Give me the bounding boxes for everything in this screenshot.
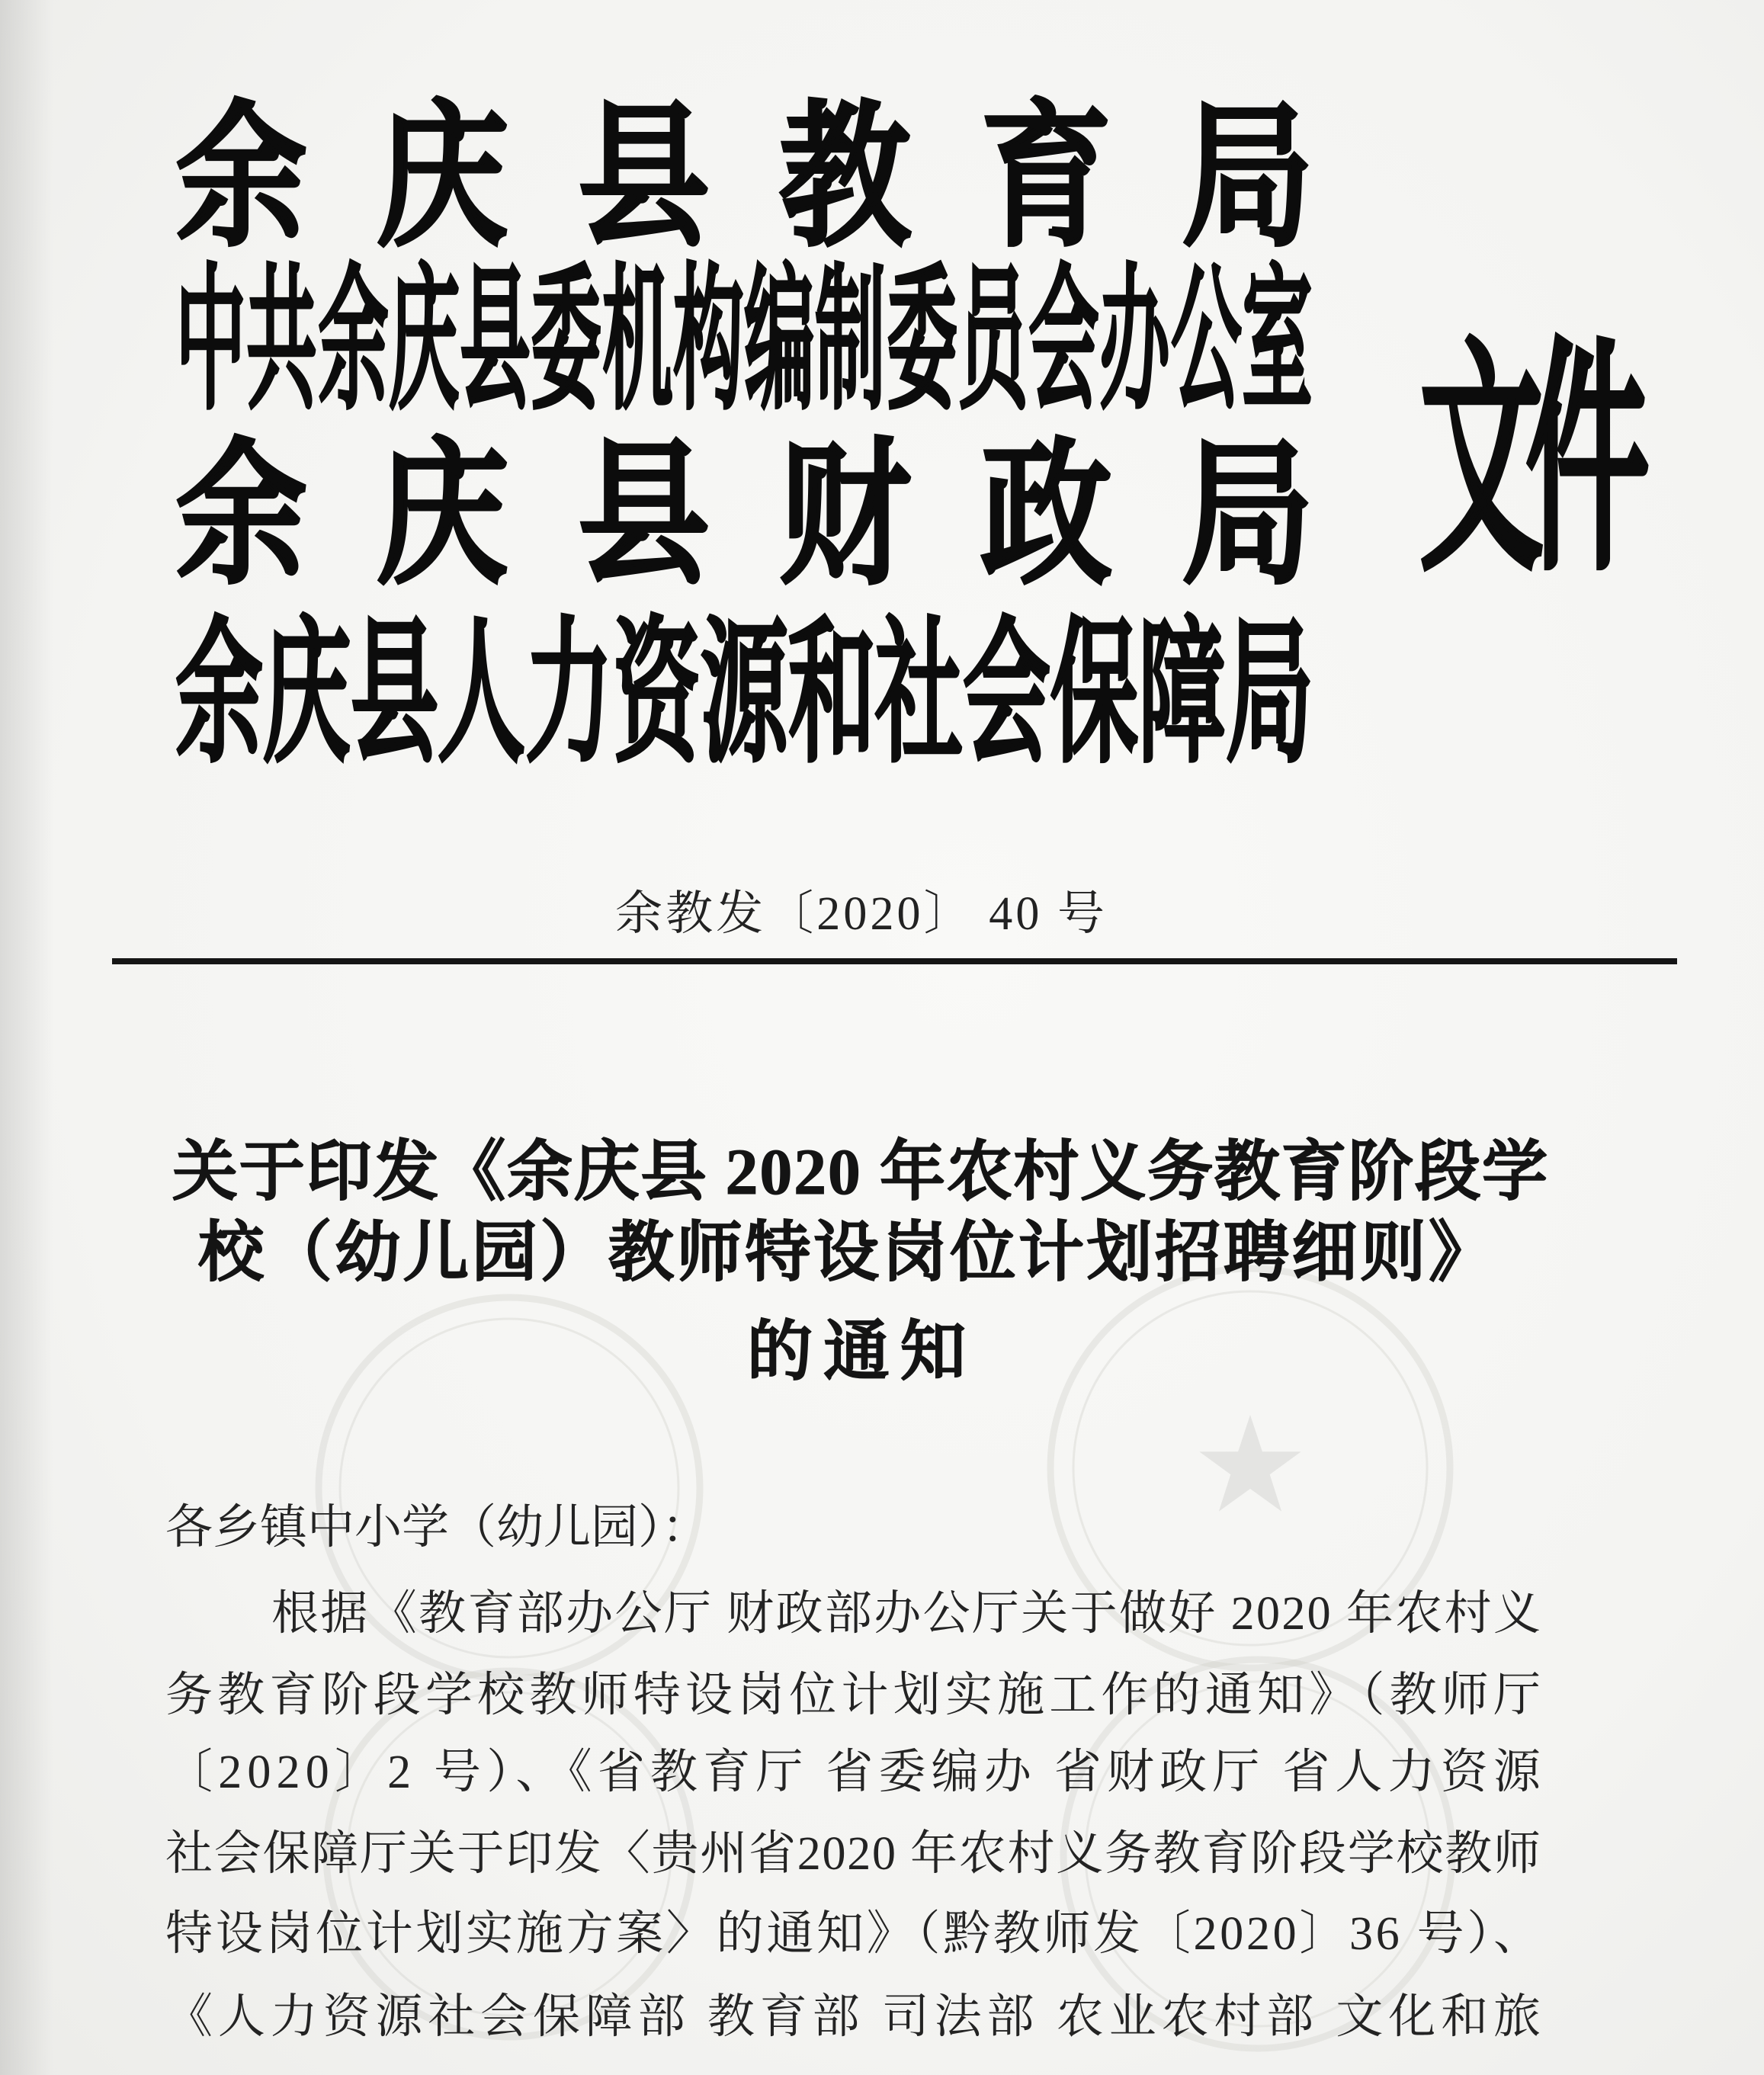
heading-glyph: 局: [1181, 92, 1313, 265]
document-label: [1419, 326, 1650, 600]
title-line: 的通知: [747, 1315, 977, 1388]
heading-glyph: 构: [673, 255, 744, 428]
heading-glyph: 公: [1170, 255, 1242, 428]
heading-glyph: 室: [1242, 255, 1313, 428]
heading-glyph: 件: [1525, 326, 1650, 600]
heading-glyph: 制: [815, 255, 886, 428]
issuer-line-education-bureau: [175, 92, 1313, 265]
heading-glyph: 局: [1181, 430, 1313, 603]
body-line: 根据《教育部办公厅 财政部办公厅关于做好 2020 年农村义: [271, 1588, 1543, 1640]
heading-glyph: 保: [1050, 608, 1138, 781]
heading-glyph: 力: [525, 608, 614, 781]
heading-glyph: 庆: [262, 608, 351, 781]
body-line: 《人力资源社会保障部 教育部 司法部 农业农村部 文化和旅: [165, 1991, 1546, 2043]
issuer-line-finance-bureau: [175, 430, 1313, 603]
heading-glyph: 中: [175, 255, 246, 428]
heading-glyph: 庆: [376, 430, 508, 603]
heading-glyph: 余: [175, 430, 307, 603]
title-line: 校（幼儿园）教师特设岗位计划招聘细则》: [198, 1216, 1497, 1289]
heading-glyph: 育: [980, 92, 1112, 265]
heading-glyph: 余: [175, 92, 307, 265]
title-line: 关于印发《余庆县 2020 年农村义务教育阶段学: [172, 1135, 1549, 1208]
heading-glyph: 源: [700, 608, 788, 781]
heading-glyph: 局: [1225, 608, 1313, 781]
heading-glyph: 县: [577, 430, 710, 603]
heading-glyph: 教: [778, 92, 911, 265]
heading-glyph: 县: [350, 608, 438, 781]
heading-glyph: 会: [963, 608, 1051, 781]
issuer-line-hr-bureau: [175, 608, 1313, 781]
document-number: 余教发〔2020〕 40 号: [615, 888, 1108, 940]
heading-glyph: 委: [886, 255, 957, 428]
heading-glyph: 和: [787, 608, 876, 781]
heading-glyph: 编: [744, 255, 815, 428]
heading-glyph: 县: [577, 92, 710, 265]
issuer-line-staffing-office: [175, 255, 1313, 428]
salutation: 各乡镇中小学（幼儿园）：: [165, 1502, 710, 1554]
heading-glyph: 人: [438, 608, 526, 781]
body-line: 务教育阶段学校教师特设岗位计划实施工作的通知》（教师厅: [165, 1669, 1546, 1721]
heading-glyph: 余: [175, 608, 263, 781]
body-line: 社会保障厅关于印发〈贵州省2020 年农村义务教育阶段学校教师: [165, 1828, 1542, 1880]
heading-glyph: 障: [1137, 608, 1226, 781]
heading-glyph: 政: [980, 430, 1112, 603]
heading-glyph: 员: [957, 255, 1028, 428]
ghost-seal-star: [1199, 1415, 1301, 1512]
heading-glyph: 社: [875, 608, 964, 781]
heading-glyph: 委: [531, 255, 601, 428]
heading-glyph: 余: [317, 255, 389, 428]
heading-glyph: 共: [246, 255, 317, 428]
heading-glyph: 文: [1419, 326, 1544, 600]
heading-glyph: 庆: [389, 255, 460, 428]
body-line: 〔2020〕2 号）、《省教育厅 省委编办 省财政厅 省人力资源: [165, 1746, 1547, 1798]
heading-glyph: 会: [1028, 255, 1099, 428]
heading-glyph: 机: [601, 255, 673, 428]
heading-glyph: 资: [613, 608, 701, 781]
heading-glyph: 财: [778, 430, 911, 603]
heading-glyph: 办: [1099, 255, 1170, 428]
heading-glyph: 庆: [376, 92, 508, 265]
body-line: 特设岗位计划实施方案〉的通知》（黔教师发〔2020〕36 号）、: [165, 1908, 1544, 1960]
header-divider: [112, 958, 1677, 964]
heading-glyph: 县: [460, 255, 531, 428]
